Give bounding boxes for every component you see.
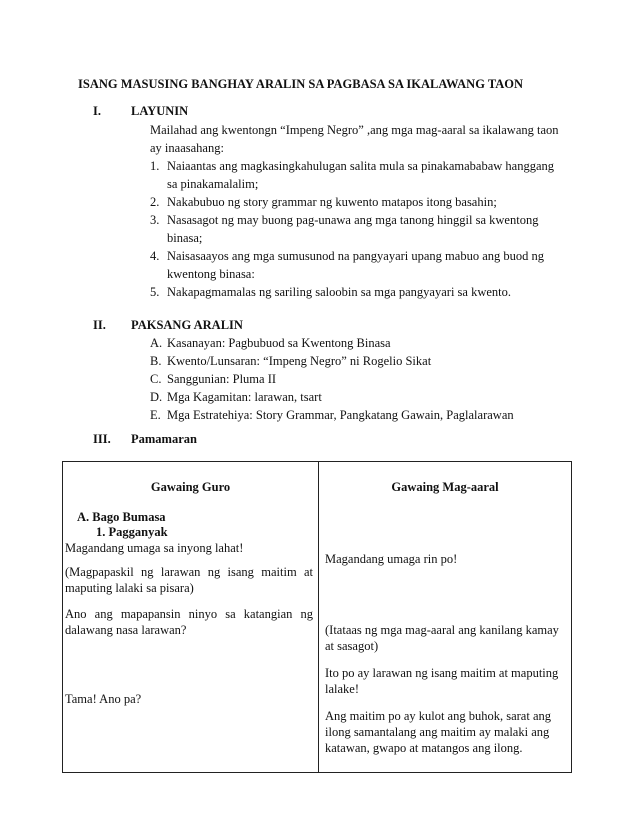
list-marker: 2.: [150, 195, 160, 209]
list-item: [150, 352, 570, 370]
teacher-line: Ano ang mapapansin ninyo sa katangian ng dalawang nasa larawan?: [65, 607, 313, 637]
list-item-text: Sanggunian: Pluma II: [167, 372, 277, 386]
list-marker: 5.: [150, 285, 160, 299]
list-item-text: Naisasaayos ang mga sumusunod na pangyayari upang mabuo ang buod ng kwentong binasa:: [167, 249, 545, 281]
section-2-heading: PAKSANG ARALIN: [131, 318, 243, 332]
list-marker: 1.: [150, 159, 160, 173]
student-line: Ang maitim po ay kulot ang buhok, sarat ang ilong samantalang ang maitim ay malaki ang katawan, gwapo at matangos ang ilong.: [325, 709, 552, 755]
list-item-text: Mga Kagamitan: larawan, tsart: [167, 390, 322, 404]
subsection-subheading: 1. Pagganyak: [96, 525, 168, 539]
student-line: Magandang umaga rin po!: [325, 552, 458, 566]
procedure-table: [62, 461, 572, 773]
teacher-line: Tama! Ano pa?: [65, 692, 142, 706]
section-1-heading: LAYUNIN: [131, 104, 189, 118]
student-line: Ito po ay larawan ng isang maitim at maputing lalake!: [325, 666, 559, 696]
list-item-text: Kwento/Lunsaran: “Impeng Negro” ni Rogelio Sikat: [167, 354, 432, 368]
list-item: [150, 388, 570, 406]
teacher-column-header: Gawaing Guro: [150, 480, 231, 494]
section-3-number: III.: [93, 432, 111, 446]
list-marker: E.: [150, 408, 161, 422]
list-marker: D.: [150, 390, 163, 404]
student-column-header: Gawaing Mag-aaral: [391, 480, 499, 494]
teacher-line: Magandang umaga sa inyong lahat!: [65, 541, 244, 555]
list-item: [150, 211, 562, 247]
list-item-text: Naiaantas ang magkasingkahulugan salita mula sa pinakamababaw hanggang sa pinakamalalim;: [167, 159, 555, 191]
subsection-heading: A. Bago Bumasa: [77, 510, 166, 524]
section-2-number: II.: [93, 318, 106, 332]
list-item: [150, 247, 562, 283]
objectives-list: [150, 157, 562, 301]
list-item: [150, 283, 562, 301]
column-divider: [318, 462, 319, 772]
list-item-text: Nakapagmamalas ng sariling saloobin sa mga pangyayari sa kwento.: [167, 285, 512, 299]
list-marker: A.: [150, 336, 163, 350]
list-marker: 4.: [150, 249, 160, 263]
list-item-text: Mga Estratehiya: Story Grammar, Pangkatang Gawain, Paglalarawan: [167, 408, 514, 422]
list-marker: 3.: [150, 213, 160, 227]
student-line: (Itataas ng mga mag-aaral ang kanilang kamay at sasagot): [325, 623, 559, 653]
list-item: [150, 193, 562, 211]
list-item: [150, 334, 570, 352]
list-item-text: Kasanayan: Pagbubuod sa Kwentong Binasa: [167, 336, 391, 350]
list-marker: C.: [150, 372, 162, 386]
list-item: [150, 370, 570, 388]
list-marker: B.: [150, 354, 162, 368]
section-3-heading: Pamamaran: [131, 432, 197, 446]
list-item: [150, 157, 562, 193]
section-1-intro: Mailahad ang kwentongn “Impeng Negro” ,ang mga mag-aaral sa ikalawang taon ay inaasahang:: [150, 123, 559, 155]
section-1-number: I.: [93, 104, 101, 118]
topic-list: [150, 334, 570, 424]
list-item-text: Nasasagot ng may buong pag-unawa ang mga tanong hinggil sa kwentong binasa;: [167, 213, 539, 245]
list-item: [150, 406, 570, 424]
teacher-line: (Magpapaskil ng larawan ng isang maitim at maputing lalaki sa pisara): [65, 565, 313, 595]
document-title: ISANG MASUSING BANGHAY ARALIN SA PAGBASA SA IKALAWANG TAON: [78, 77, 524, 91]
list-item-text: Nakabubuo ng story grammar ng kuwento matapos itong basahin;: [167, 195, 497, 209]
